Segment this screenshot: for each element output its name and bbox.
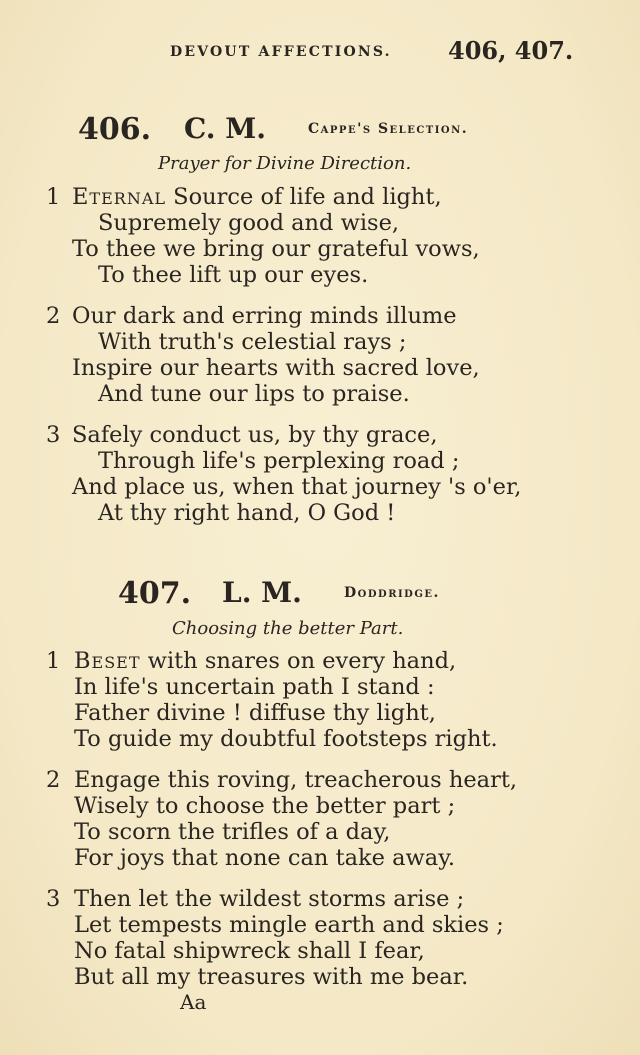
verse-number: 1 [46,648,61,674]
verse-line: With truth's celestial rays ; [98,329,407,355]
verse-number: 3 [46,886,61,912]
hymn-author: Doddridge. [344,585,440,601]
signature-mark: Aa [180,990,207,1014]
verse-line: To thee we bring our grateful vows, [72,236,480,262]
verse-line: To scorn the trifles of a day, [74,819,391,845]
verse-line: To thee lift up our eyes. [98,262,369,288]
verse-line: Let tempests mingle earth and skies ; [74,912,504,938]
verse-line: And place us, when that journey 's o'er, [72,474,522,500]
hymn-meter: L. M. [222,576,302,609]
hymn-title: Choosing the better Part. [172,618,404,639]
verse-line [72,184,442,210]
verse-line: To guide my doubtful footsteps right. [74,726,498,752]
running-head-title: DEVOUT AFFECTIONS. [170,44,392,60]
verse-number: 1 [46,184,61,210]
verse-line: Then let the wildest storms arise ; [74,886,465,912]
verse-line: No fatal shipwreck shall I fear, [74,938,425,964]
verse-line: At thy right hand, O God ! [98,500,396,526]
verse-number: 3 [46,422,61,448]
verse-first-line-rest: Source of life and light, [166,184,442,210]
verse-first-line-rest: with snares on every hand, [140,648,457,674]
hymn-number: 406. [78,112,152,147]
verse-first-word: Beset [74,648,141,674]
verse-line: Through life's perplexing road ; [98,448,460,474]
running-head-page-numbers: 406, 407. [448,36,574,65]
hymn-title: Prayer for Divine Direction. [158,153,412,174]
verse-line: Engage this roving, treacherous heart, [74,767,518,793]
hymn-number: 407. [118,576,192,611]
hymn-406-header [0,112,640,152]
hymn-author: Cappe's Selection. [308,121,469,137]
verse-line: Supremely good and wise, [98,210,400,236]
verse-first-word: Eternal [72,184,167,210]
verse-line: But all my treasures with me bear. [74,964,469,990]
verse-line: And tune our lips to praise. [98,381,410,407]
verse-line: For joys that none can take away. [74,845,456,871]
verse-line: In life's uncertain path I stand : [74,674,435,700]
verse-line [74,648,456,674]
verse-line: Inspire our hearts with sacred love, [72,355,480,381]
verse-line: Wisely to choose the better part ; [74,793,456,819]
verse-line: Father divine ! diffuse thy light, [74,700,436,726]
verse-line: Our dark and erring minds illume [72,303,457,329]
hymn-meter: C. M. [184,112,267,145]
verse-number: 2 [46,767,61,793]
running-head [0,34,640,74]
verse-number: 2 [46,303,61,329]
hymn-407-header [0,576,640,616]
verse-line: Safely conduct us, by thy grace, [72,422,438,448]
